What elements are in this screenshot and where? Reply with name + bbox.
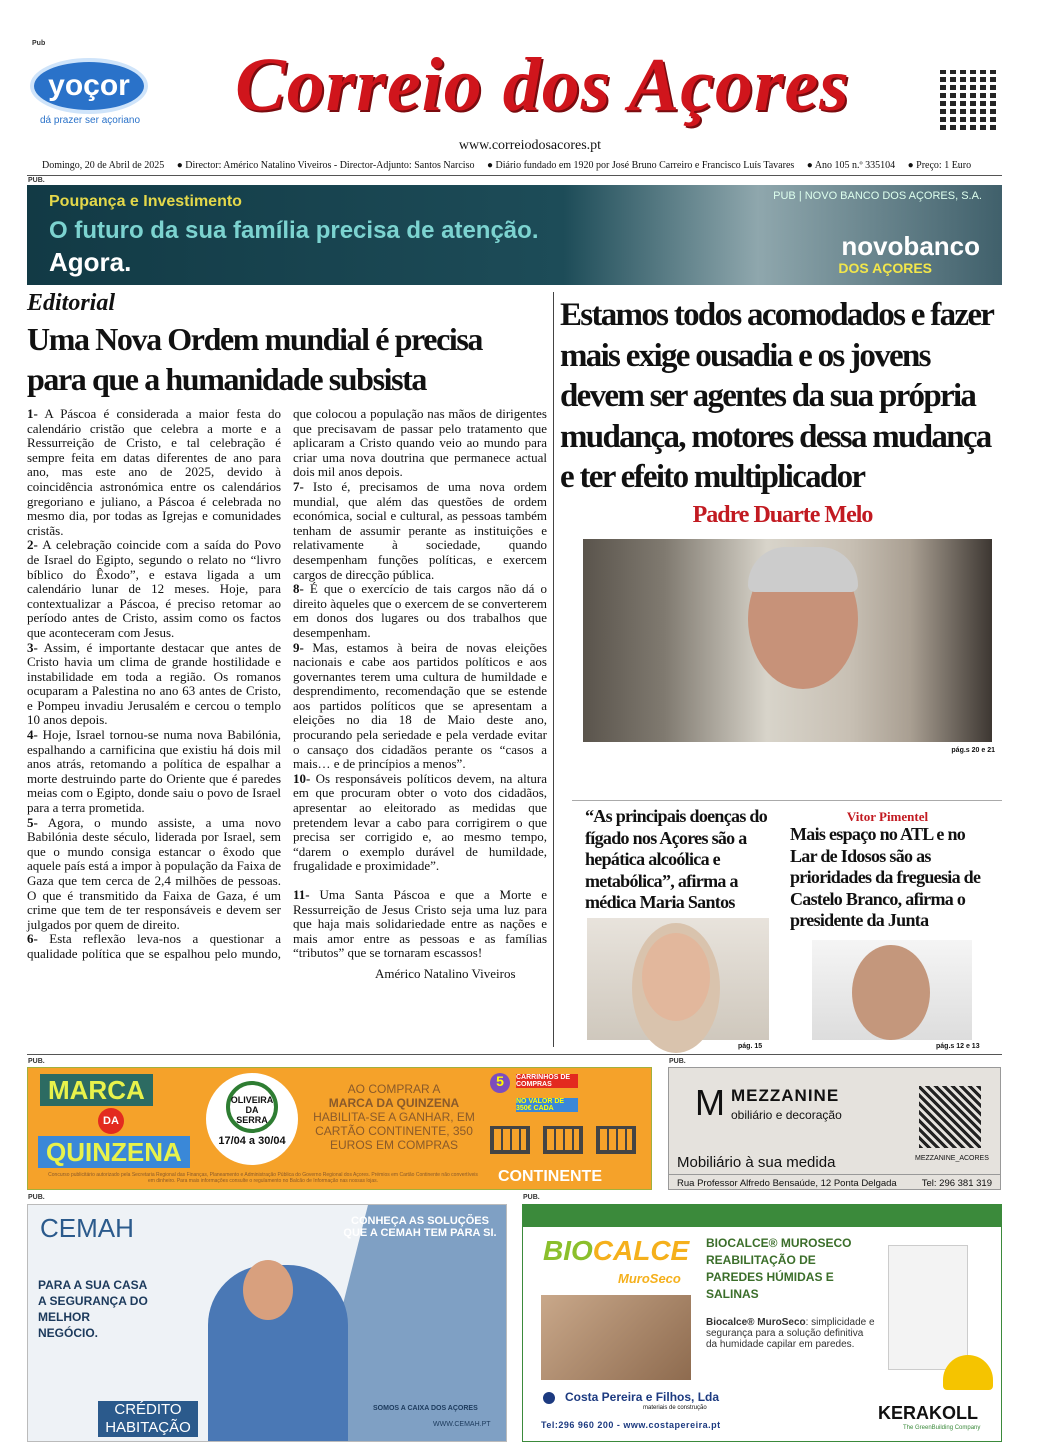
masthead[interactable]: Correio dos Açores <box>235 43 850 127</box>
founded: ● Diário fundado em 1920 por José Bruno Carreiro e Francisco Luís Tavares <box>486 160 795 171</box>
story-kicker: Vitor Pimentel <box>846 809 929 824</box>
editorial-paragraph <box>293 480 547 582</box>
continente-logo: CONTINENTE <box>498 1168 602 1185</box>
cart-icon <box>543 1126 583 1154</box>
couple-photo <box>243 1260 293 1320</box>
wall-photo <box>541 1295 691 1380</box>
ad-line: O futuro da sua família precisa de atenção. <box>49 217 539 244</box>
editorial-paragraph <box>27 641 281 729</box>
portrait-hair <box>748 547 858 592</box>
ad-text: CONHEÇA AS SOLUÇÕES QUE A CEMAH TEM PARA SI. <box>343 1215 497 1239</box>
ad-line: Poupança e Investimento <box>49 193 242 210</box>
mezzanine-logo: MEZZANINE <box>731 1086 840 1105</box>
mezzanine-logo-m: M <box>695 1082 725 1123</box>
biocalce-logo: MuroSeco <box>618 1271 681 1286</box>
mezzanine-address: Rua Professor Alfredo Bensaúde, 12 Ponta Delgada <box>677 1178 897 1189</box>
helmet-icon <box>943 1355 993 1390</box>
editorial-paragraph <box>27 728 281 816</box>
ad-dates: 17/04 a 30/04 <box>218 1135 286 1147</box>
paragraph-number: 4- <box>27 727 38 743</box>
ad-badge: CARRINHOS DE COMPRAS <box>516 1074 578 1088</box>
editorial-paragraph <box>293 582 547 640</box>
page-ref: pág.s 12 e 13 <box>936 1043 980 1050</box>
ad-text: CRÉDITO HABITAÇÃO <box>98 1401 198 1437</box>
story-photo[interactable] <box>587 918 769 1040</box>
mezzanine-handle: MEZZANINE_ACORES <box>915 1155 989 1162</box>
cemah-ad[interactable] <box>27 1204 507 1442</box>
lead-photo[interactable] <box>583 539 992 742</box>
column-divider <box>553 292 554 1047</box>
oliveira-logo: OLIVEIRA DA SERRA <box>226 1081 278 1133</box>
paragraph-text: Os responsáveis políticos devem, na altura em que procuram obter o voto dos cidadãos, apresentar ao eleitorado as medidas que pretendem levar a cabo para corrigirem o que precisa ser corrigido e, ao mesmo tempo, “darem o exemplo durável de humildade, frugalidade e proximidade”. <box>293 770 548 874</box>
ad-sponsor: PUB | NOVO BANCO DOS AÇORES, S.A. <box>773 190 982 202</box>
mezzanine-tel: Tel: 296 381 319 <box>921 1178 992 1189</box>
ad-text: AO COMPRAR A <box>347 1082 441 1096</box>
divider <box>572 800 1002 801</box>
ad-text: : simplicidade e segurança para a solução definitiva da humidade capilar em paredes. <box>706 1317 875 1350</box>
editorial-paragraph <box>27 538 281 640</box>
editorial-paragraph <box>293 888 547 961</box>
biocalce-logo: CALCE <box>592 1235 690 1266</box>
dealer-name: Costa Pereira e Filhos, Lda <box>565 1390 720 1404</box>
costa-pereira-logo <box>543 1392 555 1404</box>
cart-icon <box>596 1126 636 1154</box>
divider <box>27 1054 1002 1055</box>
lead-story <box>560 295 1005 754</box>
paragraph-number: 10- <box>293 770 311 786</box>
editorial-paragraph <box>293 641 547 772</box>
pub-label: PUB. <box>523 1194 540 1201</box>
site-url[interactable]: www.correiodosacores.pt <box>458 138 602 153</box>
editorial <box>27 290 547 982</box>
date: Domingo, 20 de Abril de 2025 <box>42 160 165 171</box>
paragraph-number: 5- <box>27 814 38 830</box>
qr-code-icon[interactable] <box>919 1086 981 1148</box>
biocalce-ad[interactable] <box>522 1204 1002 1442</box>
paragraph-text: Hoje, Israel tornou-se numa nova Babilónia, espalhando a carnificina que existiu há dois mil anos atrás, retomando a política de espalhar a morte destruindo parte do Oriente que é paredes meias com o Egipto, donde saiu o povo de Israel para a terra prometida. <box>27 727 282 816</box>
divider <box>27 175 1002 176</box>
novobanco-ad[interactable] <box>27 185 1002 285</box>
story-headline[interactable]: “As principais doenças do fígado nos Açores são a hepática alcoólica e metabólica”, afirma a médica Maria Santos <box>585 806 768 912</box>
ad-line: Agora. <box>49 247 132 277</box>
story-headline[interactable]: Mais espaço no ATL e no Lar de Idosos são as prioridades da freguesia de Castelo Branco, afirma o presidente da Junta <box>790 824 981 930</box>
qr-code-icon[interactable] <box>940 70 1000 130</box>
ad-badge: 5 <box>490 1073 510 1093</box>
page-ref: pág. 15 <box>738 1043 763 1050</box>
ad-text: MARCA DA QUINZENA <box>328 1096 460 1110</box>
price: ● Preço: 1 Euro <box>907 160 972 171</box>
pub-label: PUB. <box>28 1194 45 1201</box>
mezzanine-ad[interactable] <box>668 1067 1001 1190</box>
ad-text: SOMOS A CAIXA DOS AÇORES <box>373 1405 478 1412</box>
paragraph-number: 6- <box>27 931 38 947</box>
editorial-label: Editorial <box>27 290 116 316</box>
paragraph-text: Isto é, precisamos de uma nova ordem mundial, que além das questões de ordem económica, social e cultural, as pessoas também tenham de assumir perante as instituições e relativamente à sociedade, quando desempenham funções políticas, e exercem cargos de direcção pública. <box>293 478 548 582</box>
yocor-logo[interactable]: yoçor <box>30 58 148 114</box>
lead-author: Padre Duarte Melo <box>692 501 873 528</box>
ad-badge: NO VALOR DE 350€ CADA <box>516 1098 578 1112</box>
paragraph-text: A celebração coincide com a saída do Povo de Israel do Egipto, segundo o relato no “livro bíblico do Êxodo”, e estava ligada a um calendário lunar de 12 meses. Hoje, para contextualizar a Páscoa, é preciso retomar ao período antes de Cristo, assim como os factos que aconteceram com Jesus. <box>27 537 281 640</box>
editorial-signature: Américo Natalino Viveiros <box>375 965 516 981</box>
ad-text: DA <box>98 1108 124 1134</box>
paragraph-text: Esta reflexão leva-nos a questionar a qualidade política que se espalhou pelo mundo, que colocou a população nas mãos de dirigentes que precisavam de passar pelo tratamento que aplicaram a Cristo quando veio ao mundo para criar uma nova doutrina que permanece actual dois mil anos depois. <box>27 406 547 961</box>
paragraph-text: Mas, estamos à beira de novas eleições nacionais e cabe aos partidos políticos e aos governantes terem uma cultura de humildade e desprendimento, recomendação que se estende aos partidos políticos que se apresentam a eleições no dia 18 de Maio deste ano, procurando pela seriedade e pela verdade evitar o cansaço dos cidadãos perante os “casos a mais… e de princípios a menos”. <box>293 639 548 772</box>
editorial-body <box>27 407 547 962</box>
paragraph-number: 8- <box>293 581 304 597</box>
issue: ● Ano 105 n.º 335104 <box>806 160 896 171</box>
paragraph-number: 2- <box>27 537 38 553</box>
paragraph-text: A Páscoa é considerada a maior festa do calendário cristão que celebra a morte e a Ressurreição de Cristo, e tal celebração é sempre feita em datas diferentes de ano para ano, mas este ano de 2025, devido à coincidência astronómica entre os calendários gregoriano e juliano, a Páscoa é celebrada no mesmo dia, por todas as Igrejas e comunidades cristãs. <box>27 406 281 538</box>
dealer-sub: materiais de construção <box>643 1405 707 1411</box>
ad-title: BIOCALCE® MUROSECO REABILITAÇÃO DE PAREDES HÚMIDAS E SALINAS <box>706 1236 852 1301</box>
director: ● Director: Américo Natalino Viveiros - Director-Adjunto: Santos Narciso <box>176 160 475 171</box>
ad-url[interactable]: WWW.CEMAH.PT <box>433 1421 491 1428</box>
ad-text: HABILITA-SE A GANHAR, EM CARTÃO CONTINENTE, 350 EUROS EM COMPRAS <box>313 1110 475 1152</box>
product-bag <box>888 1245 968 1370</box>
paragraph-number: 9- <box>293 639 304 655</box>
lead-headline[interactable]: Estamos todos acomodados e fazer mais exige ousadia e os jovens devem ser agentes da sua própria mudança, motores dessa mudança e ter efeito multiplicador <box>560 297 993 495</box>
pub-label: PUB. <box>669 1058 686 1065</box>
paragraph-text: Uma Santa Páscoa e que a Morte e Ressurreição de Jesus Cristo seja uma luz para que haja mais solidariedade entre as nações e mais amor entre as pessoas e as famílias “tributos” que se tornaram escassos! <box>293 887 548 961</box>
editorial-paragraph <box>27 816 281 933</box>
dealer-contact: Tel:296 960 200 - www.costapereira.pt <box>541 1420 721 1430</box>
paragraph-number: 3- <box>27 639 38 655</box>
cart-icon <box>490 1126 530 1154</box>
paragraph-text: Agora, o mundo assiste, a uma novo Babilónia deste século, liderada por Israel, sem que o mundo consiga estancar o êxodo que aquele país está a impor à população da Faixa de Gaza que tem cerca de 2,4 milhões de pessoas. O que é transmitido da Faixa de Gaza, é um crime que tem de ter responsáveis e devem ser julgados por quem de direito. <box>27 814 281 932</box>
editorial-paragraph <box>27 407 281 538</box>
mezzanine-slogan: Mobiliário à sua medida <box>677 1154 836 1171</box>
biocalce-logo: BIO <box>543 1235 593 1266</box>
editorial-paragraph <box>293 772 547 874</box>
pub-label: PUB. <box>28 1058 45 1065</box>
novobanco-logo-sub: DOS AÇORES <box>838 260 932 276</box>
ad-fineprint: Concurso publicitário autorizado pela Secretaria Regional das Finanças, Planeamento e Administração Pública do Governo Regional dos Açores. Prémios em Cartão Continente não convertíveis em dinheiro. Para mais informações consulte o regulamento no Balcão de Informação nas nossas lojas. <box>48 1172 478 1184</box>
continente-ad[interactable] <box>27 1067 652 1190</box>
ad-text: Biocalce® MuroSeco <box>706 1317 806 1328</box>
pub-label: PUB. <box>28 177 45 184</box>
paragraph-number: 11- <box>293 887 310 902</box>
ad-text: PARA A SUA CASA A SEGURANÇA DO MELHOR NEGÓCIO. <box>38 1278 148 1340</box>
pub-label: Pub <box>32 40 46 47</box>
ad-text: MARCA <box>40 1074 153 1106</box>
editorial-title[interactable]: Uma Nova Ordem mundial é precisa para que a humanidade subsista <box>27 321 483 397</box>
kerakoll-logo: KERAKOLL <box>878 1403 978 1423</box>
cemah-logo: CEMAH <box>40 1213 134 1243</box>
page-ref: pág.s 20 e 21 <box>951 746 995 754</box>
story-photo[interactable] <box>812 940 972 1040</box>
paragraph-text: É que o exercício de tais cargos não dá o direito àqueles que o exercem de se converterem em donos dos lugares ou dos trabalhos que desempenham. <box>293 581 547 640</box>
paragraph-text: Assim, é importante destacar que antes de Cristo havia um clima de grande hostilidade e instabilidade em toda a região. Os romanos ocuparam a Palestina no ano 63 antes de Cristo, e Pompeu invadiu Jerusalém e cercou o templo 10 anos depois. <box>27 639 281 728</box>
yocor-tagline: dá prazer ser açoriano <box>40 115 141 126</box>
info-line <box>42 160 981 171</box>
mezzanine-sub: obiliário e decoração <box>731 1108 842 1122</box>
paragraph-number: 1- <box>27 406 38 421</box>
paragraph-number: 7- <box>293 478 304 494</box>
kerakoll-tagline: The GreenBuilding Company <box>903 1425 981 1431</box>
novobanco-logo: novobanco <box>841 231 980 261</box>
ad-text: QUINZENA <box>38 1136 190 1168</box>
